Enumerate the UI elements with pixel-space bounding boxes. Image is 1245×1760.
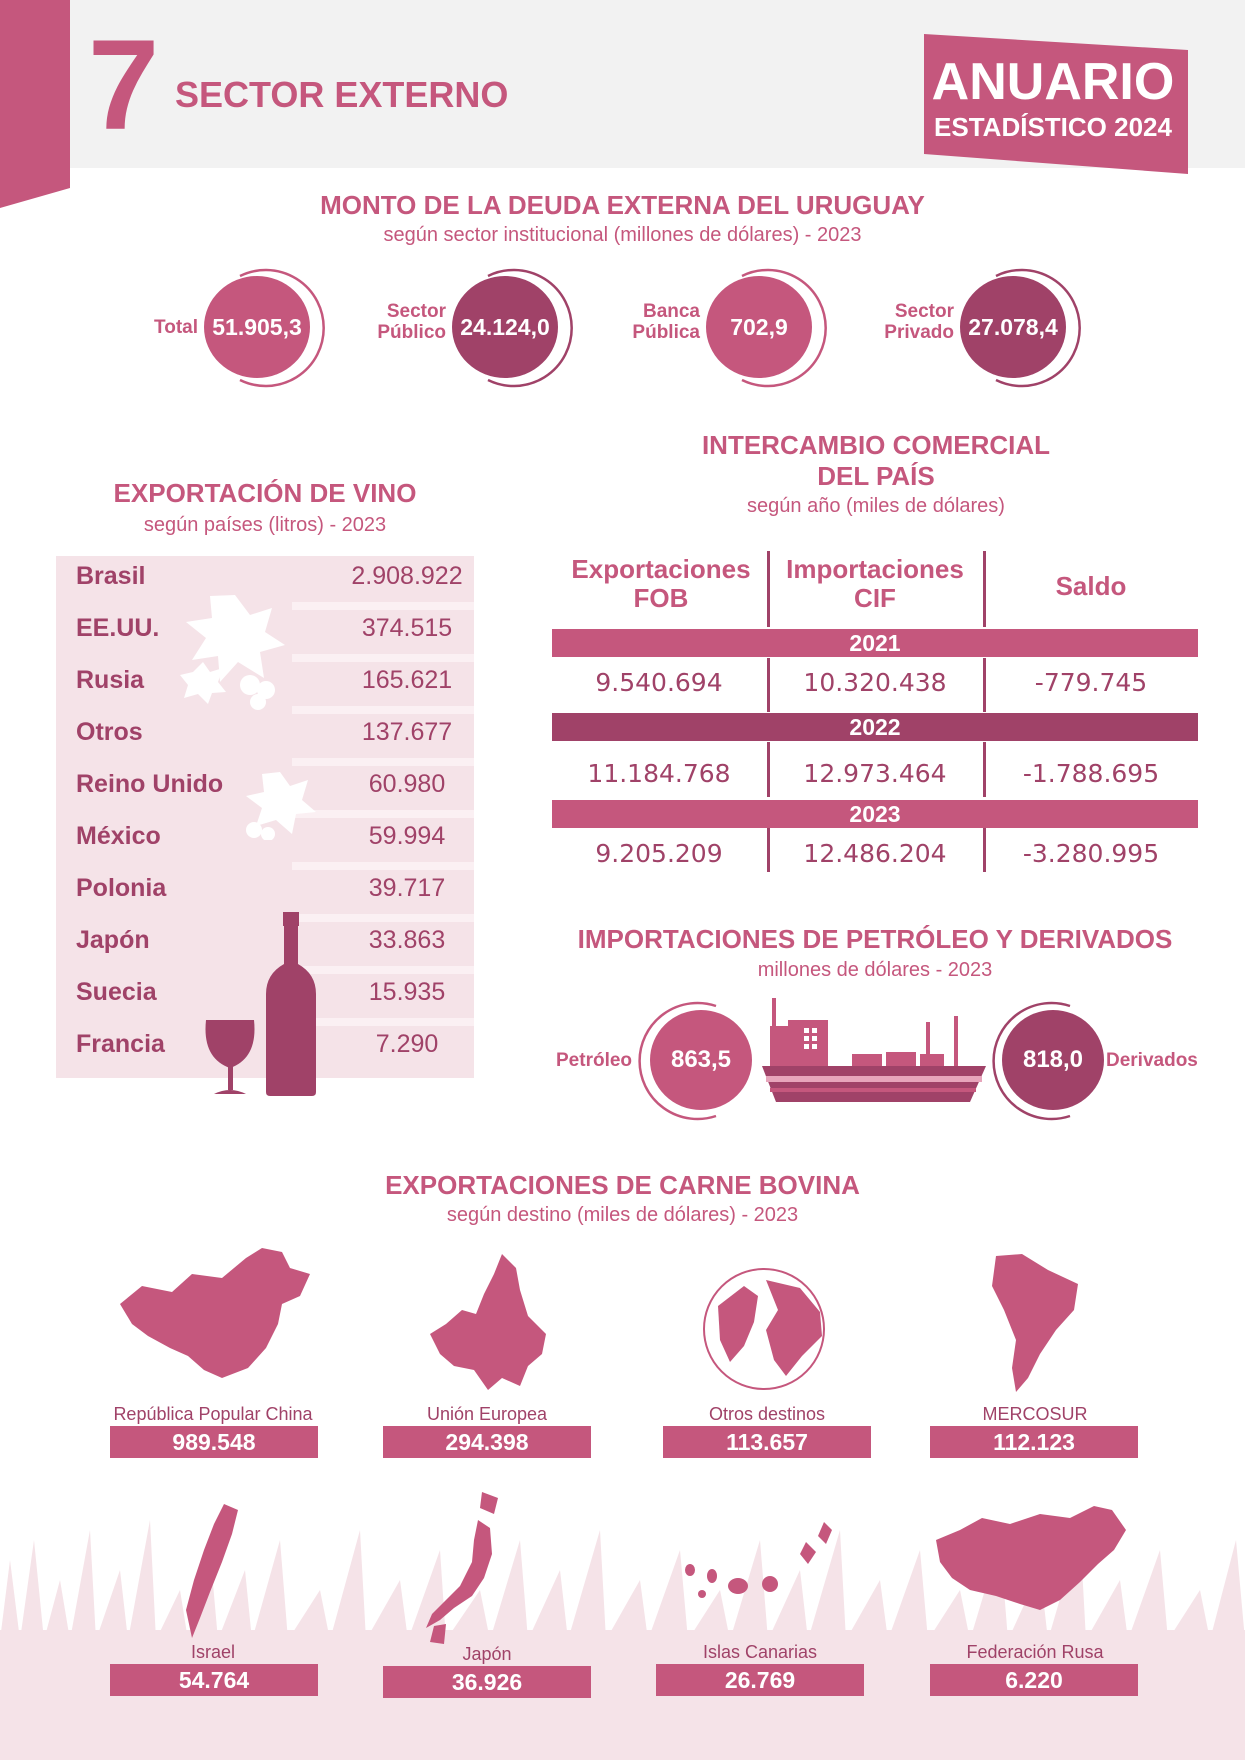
debt-total	[130, 262, 330, 392]
balance-2023: -3.280.995	[1022, 839, 1160, 868]
exports-2022: 11.184.768	[587, 759, 731, 788]
wine-row-japon: Japón 33.863	[76, 926, 446, 954]
petroleum-crude-value: 863,5	[650, 1010, 752, 1110]
debt-label: Total	[154, 317, 198, 338]
header-exports: Exportaciones FOB	[571, 554, 751, 614]
beef-destination-name: Japón	[462, 1644, 512, 1664]
wine-row-suecia: Suecia 15.935	[76, 978, 446, 1006]
debt-private-sector	[886, 262, 1086, 392]
wine-row-eeuu: EE.UU. 374.515	[76, 614, 453, 642]
tanker-ship-icon	[760, 990, 990, 1110]
israel-map-icon	[176, 1500, 242, 1640]
petroleum-subtitle: millones de dólares - 2023	[757, 959, 993, 981]
petroleum-crude-label: Petróleo	[556, 1050, 633, 1071]
chapter-number: 7	[88, 14, 156, 157]
beef-destination-name: República Popular China	[113, 1404, 313, 1424]
canary-islands-map-icon	[676, 1514, 836, 1604]
imports-2023: 12.486.204	[803, 839, 947, 868]
petroleum-derivatives-value: 818,0	[1002, 1010, 1104, 1110]
petroleum-title: IMPORTACIONES DE PETRÓLEO Y DERIVADOS	[577, 924, 1173, 954]
beef-subtitle: según destino (miles de dólares) - 2023	[446, 1204, 799, 1226]
beef-destination-name: Islas Canarias	[702, 1642, 818, 1662]
debt-label: Sector Público	[377, 301, 446, 343]
debt-label: Sector Privado	[884, 301, 954, 343]
badge-title: ANUARIO	[931, 53, 1175, 111]
balance-2021: -779.745	[1034, 668, 1148, 697]
wine-row-brasil: Brasil 2.908.922	[76, 562, 463, 590]
debt-title: MONTO DE LA DEUDA EXTERNA DEL URUGUAY	[320, 190, 925, 220]
debt-value-circle: 51.905,3	[204, 276, 310, 378]
corner-flag	[0, 0, 70, 208]
beef-destination-value: 113.657	[663, 1426, 871, 1458]
beef-destination-value: 294.398	[383, 1426, 591, 1458]
wine-subtitle: según países (litros) - 2023	[143, 514, 387, 536]
chapter-title: SECTOR EXTERNO	[175, 74, 509, 115]
beef-destination-value: 6.220	[930, 1664, 1138, 1696]
trade-subtitle: según año (miles de dólares)	[747, 495, 1005, 517]
balance-2022: -1.788.695	[1022, 759, 1160, 788]
wine-row-rusia: Rusia 165.621	[76, 666, 453, 694]
beef-destination-value: 54.764	[110, 1664, 318, 1696]
imports-2022: 12.973.464	[803, 759, 947, 788]
wine-row-polonia: Polonia 39.717	[76, 874, 446, 902]
debt-value-circle: 24.124,0	[452, 276, 558, 378]
trade-title: INTERCAMBIO COMERCIAL DEL PAÍS	[701, 430, 1051, 491]
exports-2023: 9.205.209	[595, 839, 723, 868]
imports-2021: 10.320.438	[803, 668, 947, 697]
wine-row-otros: Otros 137.677	[76, 718, 453, 746]
wine-title: EXPORTACIÓN DE VINO	[113, 478, 417, 508]
beef-destination-value: 36.926	[383, 1666, 591, 1698]
debt-label: Banca Pública	[632, 301, 700, 343]
beef-destination-value: 26.769	[656, 1664, 864, 1696]
beef-destination-value: 989.548	[110, 1426, 318, 1458]
header-balance: Saldo	[1055, 571, 1127, 601]
beef-destination-name: MERCOSUR	[982, 1404, 1088, 1424]
wine-row-mexico: México 59.994	[76, 822, 446, 850]
globe-icon	[694, 1266, 834, 1392]
year-bar-2023: 2023	[552, 800, 1198, 828]
beef-destination-name: Federación Rusa	[966, 1642, 1104, 1662]
europe-map-icon	[424, 1250, 554, 1394]
debt-value-circle: 702,9	[706, 276, 812, 378]
beef-destination-name: Israel	[190, 1642, 235, 1662]
column-divider	[983, 551, 986, 627]
beef-destination-value: 112.123	[930, 1426, 1138, 1458]
japan-map-icon	[420, 1488, 530, 1648]
badge-subtitle: ESTADÍSTICO 2024	[934, 112, 1172, 142]
year-bar-2022: 2022	[552, 713, 1198, 741]
debt-public-sector	[378, 262, 578, 392]
debt-subtitle: según sector institucional (millones de dólares) - 2023	[383, 224, 862, 246]
wine-row-reino-unido: Reino Unido 60.980	[76, 770, 446, 798]
column-divider	[767, 551, 770, 627]
year-bar-2021: 2021	[552, 629, 1198, 657]
debt-public-bank	[632, 262, 832, 392]
russia-map-icon	[930, 1500, 1130, 1620]
petroleum-derivatives-label: Derivados	[1106, 1050, 1198, 1071]
debt-value-circle: 27.078,4	[960, 276, 1066, 378]
beef-destination-name: Unión Europea	[426, 1404, 548, 1424]
exports-2021: 9.540.694	[595, 668, 723, 697]
header-imports: Importaciones CIF	[786, 554, 964, 614]
china-map-icon	[112, 1244, 318, 1384]
beef-destination-name: Otros destinos	[708, 1404, 826, 1424]
wine-row-francia: Francia 7.290	[76, 1030, 439, 1058]
south-america-map-icon	[986, 1250, 1086, 1394]
beef-title: EXPORTACIONES DE CARNE BOVINA	[385, 1170, 860, 1200]
